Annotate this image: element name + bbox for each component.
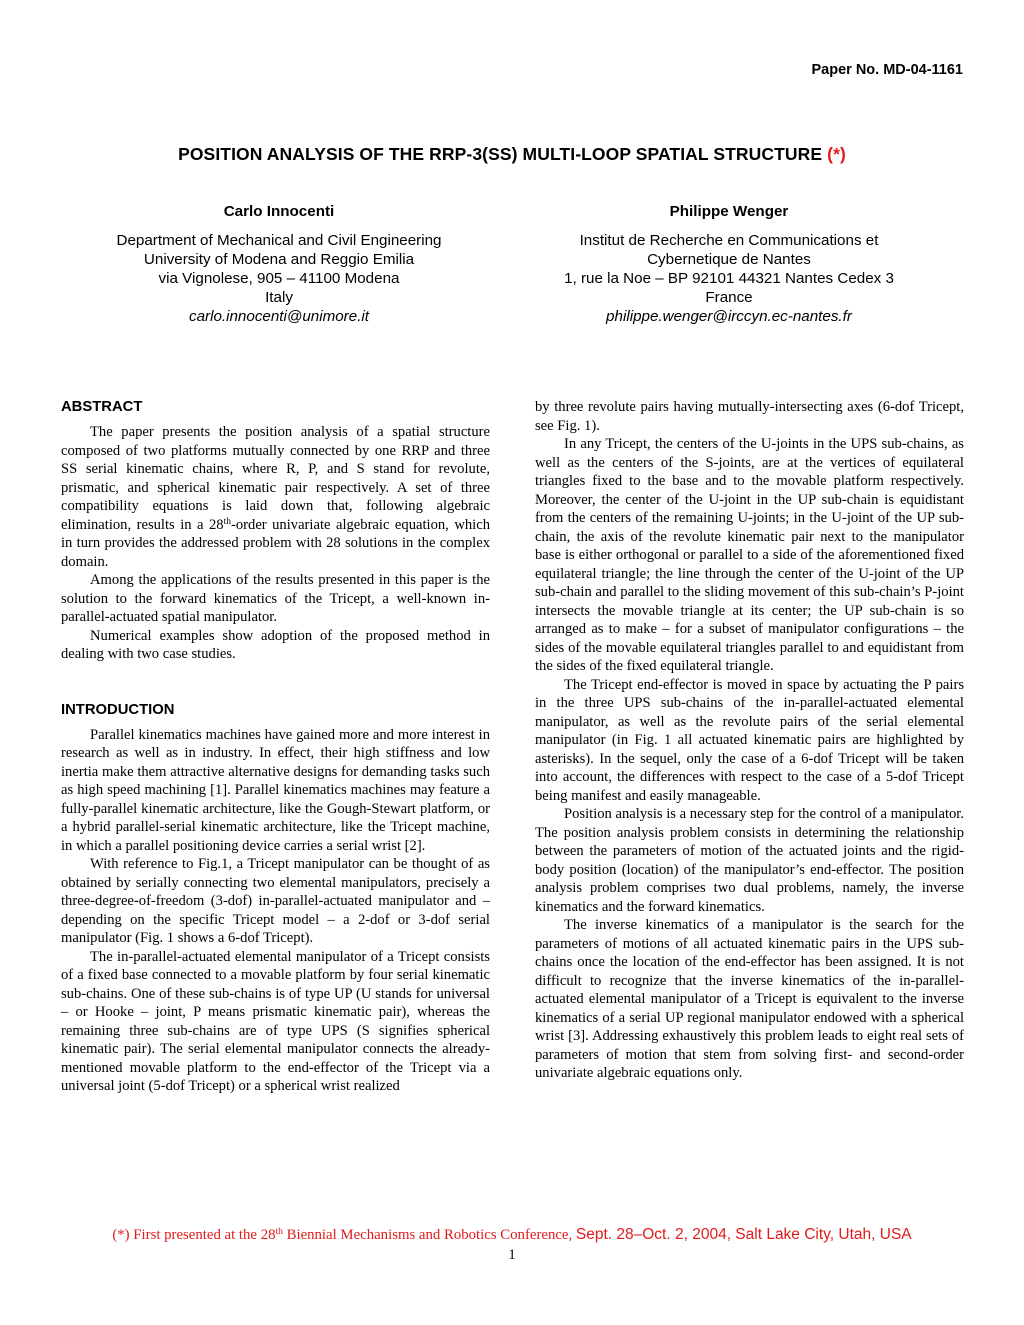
- author-block-left: [59, 202, 499, 326]
- body-paragraph: With reference to Fig.1, a Tricept manipulator can be thought of as obtained by serially connecting two elemental manipulators, precisely a three-degree-of-freedom (3-dof) in-parallel-actuated manipulator and – depending on the specific Tricept model – a 2-dof or 3-dof serial manipulator (Fig. 1 shows a 6-dof Tricept).: [61, 856, 490, 946]
- body-paragraph: Position analysis is a necessary step for the control of a manipulator. The position analysis problem consists in determining the relationship between the parameters of motion of the actuated joints and the rigid-body position (location) of the manipulator’s end-effector. The position analysis problem comprises two dual problems, namely, the inverse kinematics and the forward kinematics.: [535, 806, 964, 915]
- paper-number: Paper No. MD-04-1161: [811, 62, 963, 78]
- affiliation-line: Institut de Recherche en Communications et: [579, 232, 879, 249]
- abstract-paragraph: Among the applications of the results presented in this paper is the solution to the forward kinematics of the Tricept, a well-known in-parallel-actuated spatial manipulator.: [61, 572, 490, 625]
- citation-link[interactable]: [2].: [404, 837, 426, 854]
- left-column: [61, 398, 490, 1096]
- body-paragraph: The Tricept end-effector is moved in space by actuating the P pairs in the three UPS sub-chains of the in-parallel-actuated elemental manipulator, as well as the revolute pairs of the serial elemental manipulator (in Fig. 1 all actuated kinematic pairs are highlighted by asterisks). In the sequel, only the case of a 6-dof Tricept will be taken into account, the differences with respect to the case of a 5-dof Tricept being manifest and easily manageable.: [535, 676, 964, 804]
- paper-title: [0, 144, 1024, 165]
- affiliation-line: Cybernetique de Nantes: [647, 251, 811, 268]
- page-number: 1: [508, 1247, 516, 1263]
- affiliation-line: France: [705, 289, 753, 306]
- body-paragraph: The in-parallel-actuated elemental manipulator of a Tricept consists of a fixed base connected to a movable platform by four serial kinematic sub-chains. One of these sub-chains is of type UP (U stands for universal – or Hooke – joint, P means prismatic kinematic pair), whereas the remaining three sub-chains are of type UPS (S signifies spherical kinematic pair). The serial elemental manipulator connects the already-mentioned movable platform to the end-effector of the Tricept via a universal joint (5-dof Tricept) or a spherical wrist realized: [61, 948, 490, 1094]
- abstract-heading: ABSTRACT: [61, 399, 143, 415]
- paper-title-text: POSITION ANALYSIS OF THE RRP-3(SS) MULTI-LOOP SPATIAL STRUCTURE: [178, 144, 823, 164]
- body-paragraph: The inverse kinematics of a manipulator is the search for the parameters of motions of all actuated kinematic pairs in the UPS sub-chains once the location of the end-effector has been assigned. It is not difficult to recognize that the inverse kinematics of the in-parallel-actuated elemental manipulator of a Tricept is equivalent to the inverse kinematics of a serial UP regional manipulator endowed with a spherical wrist [3]. Addressing exhaustively this problem leads to eight real sets of parameters of motion that stem from solving first- and second-order univariate algebraic equations only.: [535, 917, 964, 1081]
- author-email: philippe.wenger@irccyn.ec-nantes.fr: [606, 308, 852, 325]
- author-email: carlo.innocenti@unimore.it: [188, 308, 370, 325]
- author-block-right: [509, 202, 949, 326]
- abstract-paragraph: The paper presents the position analysis of a spatial structure composed of two platforms mutually connected by one RRP and three SS serial kinematic chains, where R, P, and S stand for revolute, prismatic, and spherical kinematic pair respectively. A set of three compatibility equations is laid down that, following algebraic elimination, results in a 28th-order univariate algebraic equation, which in turn provides the addressed problem with 28 solutions in the complex domain.: [61, 424, 490, 570]
- body-paragraph: Parallel kinematics machines have gained more and more interest in research as well as in industry. In effect, their high stiffness and low inertia make them attractive alternative designs for demanding tasks such as high speed machining [1]. Parallel kinematics machines may feature a fully-parallel kinematic architecture, like the Gough-Stewart platform, or a hybrid parallel-serial kinematic architecture, like the Tricept machine, in which a parallel positioning device carries a serial wrist [2].: [61, 726, 490, 854]
- affiliation-line: via Vignolese, 905 – 41100 Modena: [158, 270, 400, 287]
- body-paragraph: In any Tricept, the centers of the U-joints in the UPS sub-chains, as well as the centers of the S-joints, are at the vertices of equilateral triangles fixed to the base and to the movable platform respectively. Moreover, the center of the U-joint in the UP sub-chain is equidistant from the centers of the remaining U-joints; in the U-joint of the UP sub-chain, the axis of the revolute kinematic pair next to the manipulator base is either orthogonal or parallel to a side of the aforementioned fixed equilateral triangle; the line through the center of the U-joint of the UP sub-chain and parallel to the sliding movement of this sub-chain’s P-joint intersects the movable triangle at its center; the UP sub-chain is so arranged as to make – for a subset of manipulator configurations – the sides of the movable equilateral triangles parallel to and equidistant from the sides of the fixed equilateral triangle.: [535, 436, 964, 674]
- affiliation-line: 1, rue la Noe – BP 92101 44321 Nantes Cedex 3: [564, 270, 894, 287]
- affiliation-line: University of Modena and Reggio Emilia: [143, 251, 415, 268]
- body-paragraph-continued: by three revolute pairs having mutually-intersecting axes (6-dof Tricept, see Fig. 1).: [535, 399, 964, 434]
- introduction-heading: INTRODUCTION: [61, 701, 175, 718]
- right-column: [535, 398, 964, 1083]
- abstract-paragraph: Numerical examples show adoption of the proposed method in dealing with two case studies.: [61, 627, 490, 662]
- author-name: Philippe Wenger: [669, 203, 789, 220]
- footnote: (*) First presented at the 28th Biennial Mechanisms and Robotics Conference, Sept. 28–Oct. 2, 2004, Salt Lake City, Utah, USA: [112, 1226, 912, 1243]
- conference-date-location: Sept. 28–Oct. 2, 2004, Salt Lake City, Utah, USA: [575, 1226, 912, 1243]
- title-footnote-marker: (*): [827, 144, 846, 164]
- author-name: Carlo Innocenti: [223, 203, 335, 220]
- affiliation-line: Department of Mechanical and Civil Engineering: [116, 232, 442, 249]
- affiliation-line: Italy: [265, 289, 293, 306]
